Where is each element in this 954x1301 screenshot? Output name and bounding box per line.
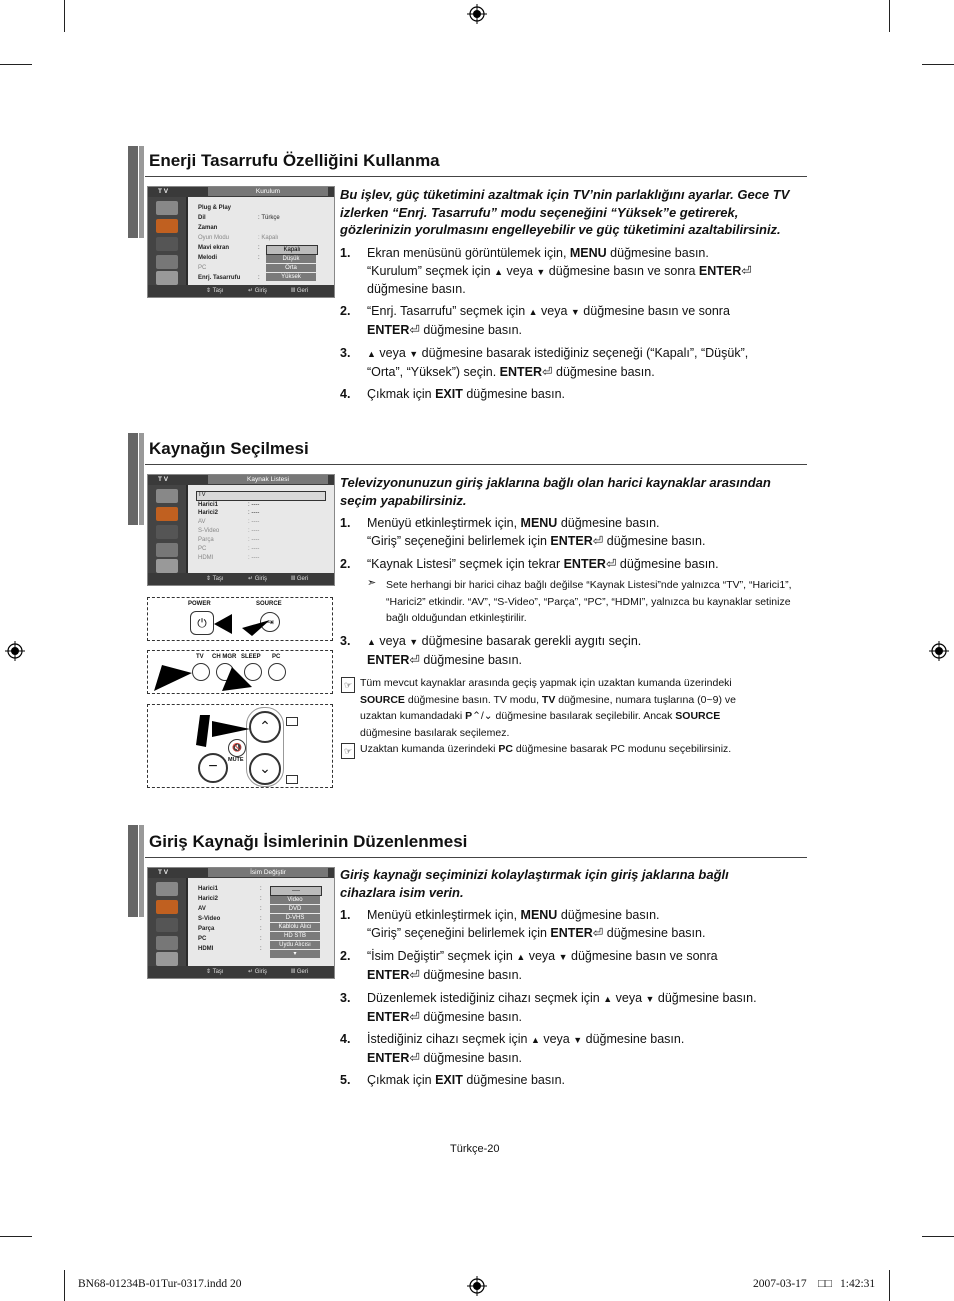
footer-squares: □□ — [818, 1278, 832, 1290]
crop-mark — [64, 0, 65, 32]
enter-icon: ⏎ — [741, 263, 752, 278]
footer-file: BN68-01234B-01Tur-0317.indd 20 — [78, 1278, 242, 1290]
note-text: Sete herhangi bir harici cihaz bağlı değilse “Kaynak Listesi”nde yalnızca “TV”, “Harici1”, “Harici2” etkindir. “AV”, “S-Video”, “Parça”, “PC”, “HDMI”, yalnızca bu kaynaklar setinize bağlı olduğundan etkinleştirilir. — [386, 579, 792, 624]
pointer-arrow-icon — [152, 661, 282, 693]
tv-menu-screenshot: T V Kurulum Plug & Play Dil : Türkçe Zaman Oyun Modu : Kapalı Mavi ekran : Melodi : PC Enrj. Tasarrufu : Kapalı Düşük Orta Yüksek ⇕ Taşı ↵ Giriş Ⅲ Geri — [147, 186, 335, 298]
step-text: ▲ veya ▼ düğmesine basarak istediğiniz seçeneği (“Kapalı”, “Düşük”, “Orta”, “Yüksek”) seçin. ENTER⏎ düğmesine basın. — [367, 346, 749, 379]
footer-date: 2007-03-17 — [753, 1278, 807, 1290]
volume-down-icon: − — [198, 753, 228, 783]
enter-icon: ⏎ — [409, 652, 420, 667]
enter-icon: ⏎ — [409, 1050, 420, 1065]
scroll-down-icon: ▾ — [270, 950, 320, 958]
section-bar — [128, 146, 138, 238]
section-title: Giriş Kaynağı İsimlerinin Düzenlenmesi — [149, 832, 468, 851]
crop-mark — [0, 64, 32, 65]
section-rule — [145, 464, 807, 465]
up-arrow-icon: ▲ — [516, 952, 526, 962]
section-title: Kaynağın Seçilmesi — [149, 439, 309, 458]
enter-icon: ⏎ — [409, 967, 420, 982]
step-text: Düzenlemek istediğiniz cihazı seçmek için ▲ veya ▼ düğmesine basın. ENTER⏎ düğmesine basın. — [367, 991, 757, 1024]
crop-mark — [64, 1270, 65, 1301]
down-arrow-icon: ▼ — [536, 266, 546, 277]
section-bar — [128, 825, 138, 917]
step-text: Menüyü etkinleştirmek için, MENU düğmesine basın. “Giriş” seçeneğini belirlemek için ENTER⏎ düğmesine basın. — [367, 908, 706, 940]
crop-mark — [889, 1270, 890, 1301]
crop-mark — [0, 1236, 32, 1237]
remote-illustration: ⌃ ⌄ − 🔇 MUTE — [147, 704, 333, 788]
up-arrow-icon: ▲ — [530, 1035, 540, 1045]
channel-up-icon: ⌃ — [249, 711, 281, 743]
up-arrow-icon: ▲ — [528, 307, 538, 317]
enter-icon: ⏎ — [409, 1009, 420, 1024]
section-rule — [145, 176, 807, 177]
step-text: ▲ veya ▼ düğmesine basarak gerekli aygıtı seçin. ENTER⏎ düğmesine basın. — [367, 634, 642, 667]
down-arrow-icon: ▼ — [558, 952, 568, 962]
pointer-arrow-icon — [212, 610, 272, 638]
source-icon: ⇥ — [260, 612, 280, 632]
note-hand-icon: ☞ — [341, 743, 355, 759]
step-text: Çıkmak için EXIT düğmesine basın. — [367, 1073, 566, 1087]
section-bar — [139, 146, 144, 238]
pointer-arrow-icon — [192, 711, 252, 747]
step-text: “İsim Değiştir” seçmek için ▲ veya ▼ düğmesine basın ve sonra ENTER⏎ düğmesine basın. — [367, 949, 718, 982]
note-text: Uzaktan kumanda üzerindeki PC düğmesine basarak PC modunu seçebilirsiniz. — [360, 743, 732, 755]
section-bar — [139, 825, 144, 917]
down-arrow-icon: ▼ — [570, 307, 580, 317]
section-intro: Bu işlev, güç tüketimini azaltmak için TV’nin parlaklığını ayarlar. Gece TV izlerken “Enrj. Tasarrufu” modu seçeneğini “Yüksek”e getirerek, gözlerinizin yorulmasını engelleyebilir ve güç tüketimini azaltabilirsiniz. — [340, 187, 790, 237]
section-intro: Televizyonunuzun giriş jaklarına bağlı olan harici kaynaklar arasından seçim yapabilirsiniz. — [340, 475, 771, 508]
tv-menu-screenshot: T V İsim Değiştir Harici1 : Harici2 : AV : S-Video : Parça : PC : HDMI : ---- Video DVD D-VHS Kablolu Alıcı HD STB Uydu Alıcısı ▾ ⇕ Taşı ↵ Giriş Ⅲ Geri — [147, 867, 335, 979]
note-arrow-icon: ➣ — [367, 577, 377, 589]
section-bar — [128, 433, 138, 525]
p-up-down-icon: ⌃/⌄ — [472, 710, 493, 722]
down-arrow-icon: ▼ — [409, 637, 419, 647]
page-number: Türkçe-20 — [450, 1143, 500, 1155]
channel-down-icon: ⌄ — [249, 753, 281, 785]
mute-icon: 🔇 — [228, 739, 246, 757]
registration-mark-icon — [929, 641, 949, 661]
up-arrow-icon: ▲ — [494, 266, 504, 277]
registration-mark-icon — [5, 641, 25, 661]
step-text: Çıkmak için EXIT düğmesine basın. — [367, 387, 566, 401]
registration-mark-icon — [467, 4, 487, 24]
crop-mark — [922, 64, 954, 65]
enter-icon: ⏎ — [542, 364, 553, 379]
section-bar — [139, 433, 144, 525]
enter-icon: ⏎ — [605, 557, 617, 571]
up-arrow-icon: ▲ — [367, 637, 376, 647]
registration-mark-icon — [467, 1276, 487, 1296]
step-text: Menüyü etkinleştirmek için, MENU düğmesine basın. “Giriş” seçeneğini belirlemek için ENTER⏎ düğmesine basın. — [367, 516, 706, 548]
footer-time: 1:42:31 — [840, 1278, 876, 1290]
step-text: İstediğiniz cihazı seçmek için ▲ veya ▼ düğmesine basın. ENTER⏎ düğmesine basın. — [367, 1032, 685, 1065]
note-hand-icon: ☞ — [341, 677, 355, 693]
remote-illustration: TV CH MGR SLEEP PC — [147, 650, 333, 694]
note-text: Tüm mevcut kaynaklar arasında geçiş yapmak için uzaktan kumanda üzerindeki SOURCE düğmesine basın. TV modu, TV düğmesine, numara tuşlarına (0~9) ve uzaktan kumandadaki P⌃/⌄ düğmesine basılarak seçilebilir. Ancak SOURCE düğmesine basılarak seçilemez. — [360, 677, 736, 739]
up-arrow-icon: ▲ — [367, 349, 376, 359]
remote-illustration: POWER ⏻ SOURCE ⇥ — [147, 597, 333, 641]
tv-menu-screenshot: T V Kaynak Listesi TV Harici1 : ---- Harici2 : ---- AV : ---- S-Video : ---- Parça : ---- PC : ---- HDMI : ---- ⇕ Taşı ↵ Giriş Ⅲ Geri — [147, 474, 335, 586]
step-text: Ekran menüsünü görüntülemek için, MENU düğmesine basın. “Kurulum” seçmek için ▲ veya ▼ düğmesine basın ve sonra ENTER⏎ düğmesine basın. — [367, 246, 752, 296]
step-text: “Enrj. Tasarrufu” seçmek için ▲ veya ▼ düğmesine basın ve sonra ENTER⏎ düğmesine basın. — [367, 304, 730, 337]
crop-mark — [889, 0, 890, 32]
crop-mark — [922, 1236, 954, 1237]
enter-icon: ⏎ — [592, 925, 604, 940]
power-icon: ⏻ — [190, 611, 214, 635]
down-arrow-icon: ▼ — [573, 1035, 583, 1045]
section-title: Enerji Tasarrufu Özelliğini Kullanma — [149, 151, 440, 170]
step-text: “Kaynak Listesi” seçmek için tekrar ENTER⏎ düğmesine basın. — [367, 557, 719, 571]
section-intro: Giriş kaynağı seçiminizi kolaylaştırmak için giriş jaklarına bağlı cihazlara isim verin. — [340, 867, 729, 900]
up-arrow-icon: ▲ — [603, 994, 613, 1004]
enter-icon: ⏎ — [592, 533, 604, 548]
down-arrow-icon: ▼ — [409, 349, 419, 359]
down-arrow-icon: ▼ — [645, 994, 655, 1004]
enter-icon: ⏎ — [409, 322, 420, 337]
section-rule — [145, 857, 807, 858]
